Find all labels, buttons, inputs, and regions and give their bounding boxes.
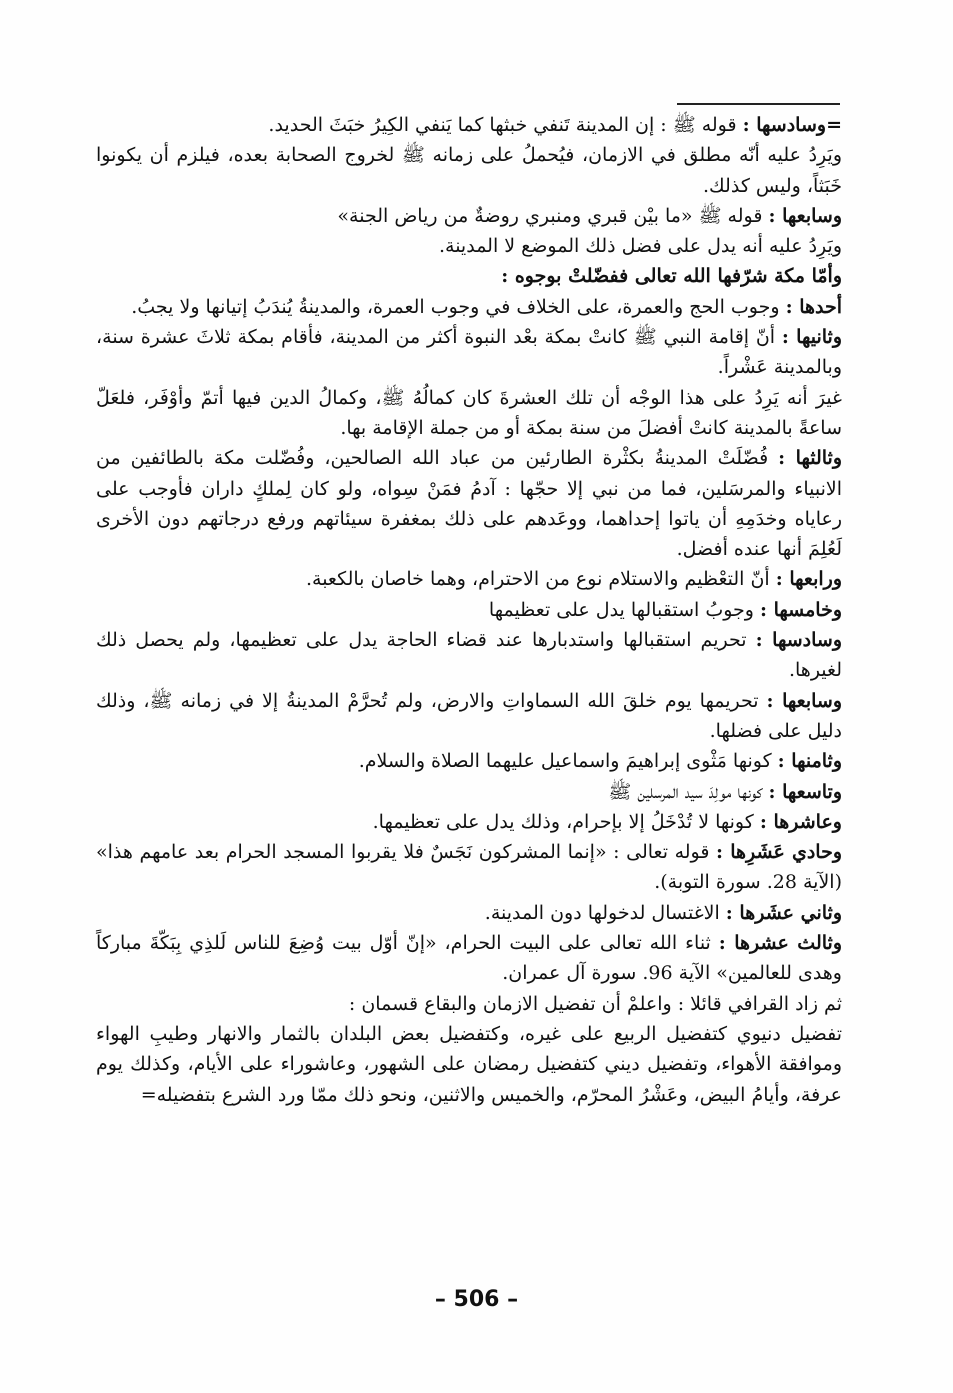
paragraph-6 (96, 292, 842, 322)
paragraph-text: ويَرِدُ عليه أنّه مطلق في الازمان، فيُحملُ على زمانه ﷺ لخروج الصحابة بعده، فيلزم أن يكونوا خَبَثاً، وليس كذلك. (96, 144, 842, 197)
paragraph-lead: =وسادسها : (742, 114, 842, 136)
paragraph-lead: وثانيها : (781, 326, 842, 349)
paragraph-text: وجوبُ استقبالها يدل على تعظيمها (488, 598, 760, 621)
paragraph-20 (96, 989, 842, 1019)
footnote-separator-rule (677, 103, 840, 105)
paragraph-lead: وسابعها : (768, 204, 842, 227)
paragraph-16 (96, 807, 842, 837)
paragraph-text: تحريمها يوم خلقَ الله السماواتِ والارض، ولم تُحرَّمْ المدينةُ إلا في زمانه ﷺ، وذلك دليل على فضلها. (96, 689, 842, 742)
paragraph-8 (96, 383, 842, 444)
paragraph-text: ثناء الله تعالى على البيت الحرام، «إنّ أوّل بيت وُضِعَ للناس لَلذِي بِبَكّةَ مباركاً وهدى للعالمين» الآية 96. سورة آل عمران. (96, 932, 842, 985)
paragraph-text: الاغتسال لدخولها دون المدينة. (484, 901, 726, 924)
paragraph-text: قوله تعالى : «إنما المشركون نَجَسٌ فلا يقربوا المسجد الحرام بعد عامهم هذا» (الآية 28. سورة التوبة). (96, 841, 842, 894)
paragraph-3 (96, 201, 842, 231)
paragraph-4 (96, 231, 842, 261)
paragraph-lead: أحدها : (785, 295, 842, 318)
paragraph-19 (96, 928, 842, 989)
paragraph-10 (96, 564, 842, 594)
paragraph-text: كونها مَثْوى إبراهيمَ واسماعيل عليهما الصلاة والسلام. (358, 750, 778, 773)
paragraph-text: كونها مولِدَ سيد المرسلين ﷺ (608, 780, 769, 803)
paragraph-lead: وثالث عشرها : (718, 932, 842, 955)
paragraph-text: قوله ﷺ «ما بيْن قبري ومنبري روضةٌ من رياض الجنة» (337, 204, 769, 227)
paragraph-text: تفضيل دنيوي كتفضيل الربيع على غيره، وكتفضيل بعض البلدان بالثمار والانهار وطيبِ الهواء وموافقة الأهواء، وتفضيل ديني كتفضيل رمضان على الشهور، وعاشوراء على الأيام، وكذلك يوم عرفة، وأيامُ البيض، وعَشْرُ المحرّم، والخميس والاثنين، ونحو ذلك ممّا ورد الشرع بتفضيله= (96, 1022, 842, 1106)
paragraph-11 (96, 595, 842, 625)
paragraph-lead: وخامسها : (759, 598, 842, 621)
paragraph-lead: وعاشرها : (759, 810, 842, 833)
paragraph-lead: وتاسعها : (768, 780, 842, 803)
paragraph-text: أنّ إقامة النبي ﷺ كانتْ بمكة بعْد النبوة أكثر من المدينة، فأقام بمكة ثلاثَ عشرة سنة، وبالمدينة عَشْراً. (96, 326, 842, 379)
paragraph-14 (96, 746, 842, 776)
paragraph-lead: وسادسها : (755, 629, 842, 652)
paragraph-text: أنّ التعْظيم والاستلام نوع من الاحترام، وهما خاصان بالكعبة. (305, 568, 776, 591)
paragraph-text: ويَرِدُ عليه أنه يدل على فضل ذلك الموضع لا المدينة. (438, 235, 842, 258)
paragraph-5 (96, 261, 842, 291)
footnote-text (96, 110, 842, 1110)
paragraph-text: ثم زاد القرافي قائلا : واعلمْ أن تفضيل الازمان والبقاع قسمان : (348, 992, 842, 1015)
paragraph-text: تحريم استقبالها واستدبارها عند قضاء الحاجة يدل على تعظيمها، ولم يحصل ذلك لغيرها. (96, 629, 842, 682)
paragraph-7 (96, 322, 842, 383)
paragraph-text: قوله ﷺ : إن المدينة تَنفي خبثها كما يَنفي الكِيرُ خبَثَ الحديد. (268, 114, 743, 136)
paragraph-9 (96, 443, 842, 564)
paragraph-12 (96, 625, 842, 686)
paragraph-text: غيرَ أنه يَرِدُ على هذا الوجْه أن تلك العشرةَ كان كمالُهُ ﷺ، وكمالُ الدين فيها أتمّ وأوْفَر، فلعَلّ ساعةً بالمدينة كانتْ أفضلَ من سنة بمكة أو من جملة الإقامة بها. (96, 386, 842, 439)
paragraph-text: وجوب الحج والعمرة، على الخلاف في وجوب العمرة، والمدينةُ يُندَبُ إتيانها ولا يجبُ. (131, 295, 786, 318)
paragraph-text: كونها لا تُدْخَلُ إلا بإحرام، وذلك يدل على تعظيمها. (372, 810, 760, 833)
paragraph-21 (96, 1019, 842, 1110)
paragraph-17 (96, 837, 842, 898)
paragraph-lead: وثاني عشَرها : (725, 901, 842, 924)
paragraph-lead: وسابعها : (766, 689, 843, 712)
paragraph-lead: وثالثها : (778, 447, 843, 470)
paragraph-2 (96, 140, 842, 201)
paragraph-13 (96, 686, 842, 747)
paragraph-lead: ورابعها : (775, 568, 842, 591)
paragraph-lead: وحادي عَشَرِها : (716, 841, 842, 864)
paragraph-1 (96, 110, 842, 140)
page-number: – 506 – (434, 1287, 519, 1312)
paragraph-15 (96, 777, 842, 807)
section-heading: وأمّا مكة شرّفها الله تعالى ففضّلتْ بوجوه : (501, 265, 842, 288)
paragraph-lead: وثامنها : (777, 750, 842, 773)
paragraph-text: فُضّلَتْ المدينةُ بكثْرة الطارئين من عباد الله الصالحين، وفُضّلت مكة بالطائفين من الانبياء والمرسَلين، فما من نبي إلا حجّها : آدمُ فمَنْ سِواه، ولو كان لِملكٍ داران فأوجب على رعاياه وخدَمِهِ أن ياتوا إحداهما، ووعَدهم على ذلك بمغفرة سيئاتهم ورفع درجاتهم دون الأخرى لَعُلِمَ أنها عنده أفضل. (96, 447, 842, 561)
paragraph-18 (96, 898, 842, 928)
